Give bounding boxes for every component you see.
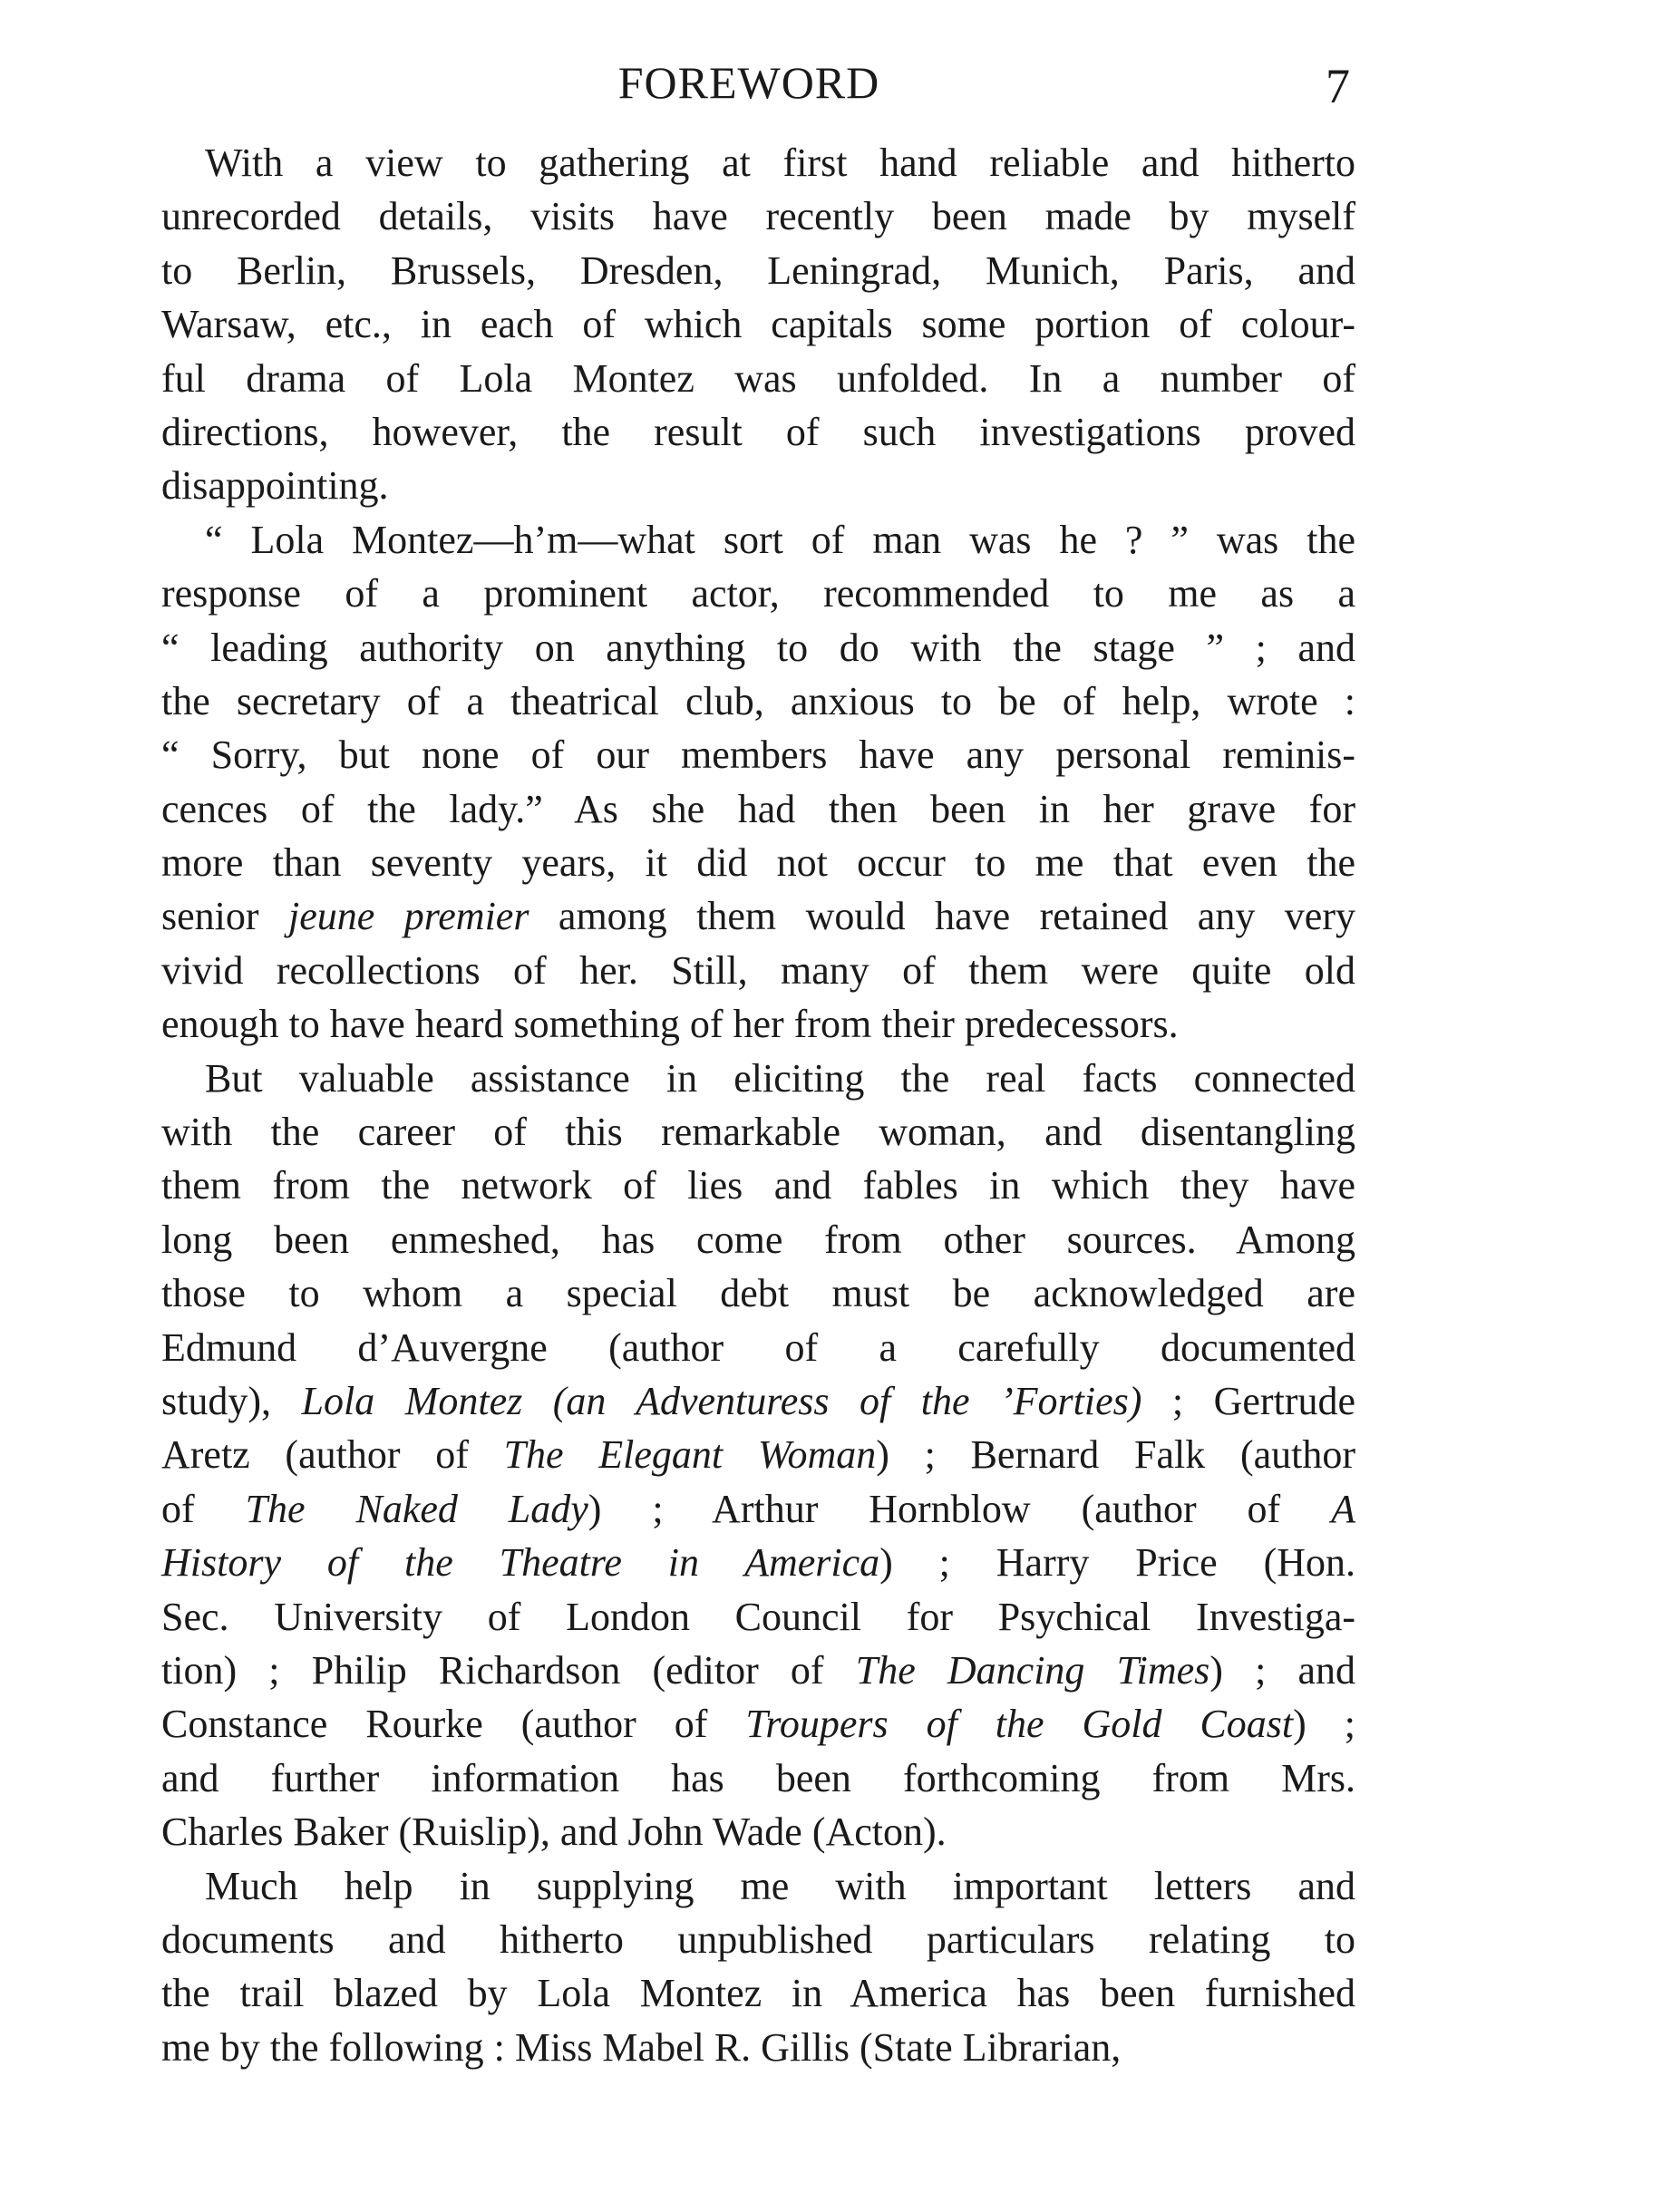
text-line bbox=[161, 1428, 1355, 1481]
text-run: to Berlin, Brussels, Dresden, Leningrad, Munich, Paris, and bbox=[161, 247, 1355, 293]
text-run: ) ; bbox=[1293, 1702, 1355, 1747]
paragraph bbox=[161, 1859, 1355, 2075]
text-run: me by the following : Miss Mabel R. Gillis (State Librarian, bbox=[161, 2024, 1122, 2070]
italic-text: The Naked Lady bbox=[245, 1486, 588, 1531]
text-run: and further information has been forthcoming from Mrs. bbox=[161, 1755, 1355, 1800]
running-head bbox=[0, 56, 1661, 120]
text-run: the trail blazed by Lola Montez in America has been furnished bbox=[161, 1971, 1355, 2016]
text-run: Aretz (author of bbox=[161, 1432, 504, 1478]
text-line bbox=[161, 136, 1355, 189]
italic-text: A bbox=[1331, 1486, 1355, 1531]
text-run: disappointing. bbox=[161, 463, 389, 509]
text-line bbox=[161, 459, 1355, 512]
text-run: directions, however, the result of such investigations proved bbox=[161, 409, 1355, 454]
text-run: ful drama of Lola Montez was unfolded. In a number of bbox=[161, 355, 1355, 401]
text-line bbox=[161, 889, 1355, 943]
text-line bbox=[161, 1644, 1355, 1697]
text-line bbox=[161, 1374, 1355, 1428]
text-run: ) ; and bbox=[1209, 1647, 1356, 1693]
text-run: documents and hitherto unpublished particulars relating to bbox=[161, 1916, 1355, 1962]
text-line bbox=[161, 1913, 1355, 1966]
text-run: the secretary of a theatrical club, anxious to be of help, wrote : bbox=[161, 678, 1355, 723]
text-line bbox=[161, 1536, 1355, 1589]
text-run: ) ; Arthur Hornblow (author of bbox=[588, 1486, 1332, 1531]
body-text bbox=[161, 136, 1355, 2074]
text-run: enough to have heard something of her from their predecessors. bbox=[161, 1002, 1179, 1047]
text-run: them from the network of lies and fables in which they have bbox=[161, 1163, 1355, 1208]
text-run: of bbox=[161, 1486, 246, 1531]
italic-text: History of the Theatre in America bbox=[161, 1540, 880, 1586]
text-run: Sec. University of London Council for Psychical Investiga- bbox=[161, 1594, 1355, 1639]
text-run: Warsaw, etc., in each of which capitals some portion of colour- bbox=[161, 302, 1355, 347]
text-line bbox=[161, 1266, 1355, 1320]
text-line bbox=[161, 352, 1355, 405]
text-line bbox=[161, 244, 1355, 297]
italic-text: jeune premier bbox=[288, 894, 529, 939]
text-run: study), bbox=[161, 1378, 302, 1423]
text-line bbox=[161, 997, 1355, 1051]
text-run: with the career of this remarkable woman, and disentangling bbox=[161, 1110, 1355, 1155]
text-run: “ Sorry, but none of our members have any personal reminis- bbox=[161, 732, 1355, 778]
text-line bbox=[161, 782, 1355, 836]
text-run: vivid recollections of her. Still, many of them were quite old bbox=[161, 947, 1355, 993]
text-run: cences of the lady.” As she had then been in her grave for bbox=[161, 786, 1355, 831]
text-run: “ leading authority on anything to do with the stage ” ; and bbox=[161, 625, 1355, 670]
text-line bbox=[161, 1105, 1355, 1159]
text-line bbox=[161, 1482, 1355, 1536]
text-line bbox=[161, 1966, 1355, 2020]
italic-text: The Elegant Woman bbox=[503, 1432, 877, 1478]
paragraph bbox=[161, 1052, 1355, 1859]
text-line bbox=[161, 621, 1355, 674]
text-line bbox=[161, 1159, 1355, 1212]
text-run: ; Gertrude bbox=[1141, 1378, 1355, 1423]
text-run: those to whom a special debt must be acknowledged are bbox=[161, 1271, 1355, 1316]
paragraph bbox=[161, 513, 1355, 1052]
italic-text: Lola Montez (an Adventuress of the ’Forties) bbox=[301, 1378, 1142, 1423]
text-line bbox=[161, 674, 1355, 728]
paragraph bbox=[161, 136, 1355, 513]
text-line bbox=[161, 567, 1355, 620]
text-run: among them would have retained any very bbox=[529, 894, 1355, 939]
text-line bbox=[161, 405, 1355, 459]
text-line bbox=[161, 836, 1355, 889]
text-line bbox=[161, 1213, 1355, 1266]
text-line bbox=[161, 1859, 1355, 1913]
text-line bbox=[161, 2021, 1355, 2074]
text-run: Constance Rourke (author of bbox=[161, 1702, 746, 1747]
text-run: ) ; Bernard Falk (author bbox=[876, 1432, 1356, 1478]
text-line bbox=[161, 728, 1355, 781]
text-line bbox=[161, 513, 1355, 567]
text-run: response of a prominent actor, recommended to me as a bbox=[161, 571, 1355, 616]
text-line bbox=[161, 1751, 1355, 1805]
italic-text: The Dancing Times bbox=[855, 1647, 1210, 1693]
text-run: more than seventy years, it did not occur to me that even the bbox=[161, 840, 1355, 886]
text-line bbox=[161, 189, 1355, 243]
chapter-title: FOREWORD bbox=[617, 57, 880, 108]
text-run: unrecorded details, visits have recently been made by myself bbox=[161, 194, 1355, 239]
text-run: long been enmeshed, has come from other sources. Among bbox=[161, 1217, 1355, 1262]
text-run: tion) ; Philip Richardson (editor of bbox=[161, 1647, 856, 1693]
text-run: “ Lola Montez—h’m—what sort of man was he ? ” was the bbox=[205, 517, 1355, 562]
text-line bbox=[161, 1697, 1355, 1751]
text-run: Much help in supplying me with important letters and bbox=[205, 1863, 1355, 1908]
italic-text: Troupers of the Gold Coast bbox=[745, 1702, 1294, 1747]
text-line bbox=[161, 1052, 1355, 1105]
text-run: ) ; Harry Price (Hon. bbox=[879, 1540, 1355, 1586]
text-line bbox=[161, 1590, 1355, 1644]
text-run: Charles Baker (Ruislip), and John Wade (Acton). bbox=[161, 1809, 947, 1855]
text-line bbox=[161, 1805, 1355, 1858]
text-run: With a view to gathering at first hand reliable and hitherto bbox=[205, 141, 1355, 185]
text-line bbox=[161, 297, 1355, 351]
text-line bbox=[161, 944, 1355, 997]
text-run: But valuable assistance in eliciting the real facts connected bbox=[205, 1055, 1355, 1101]
text-run: senior bbox=[161, 894, 289, 939]
page-number: 7 bbox=[1326, 59, 1350, 113]
text-run: Edmund d’Auvergne (author of a carefully documented bbox=[161, 1324, 1355, 1370]
text-line bbox=[161, 1321, 1355, 1374]
